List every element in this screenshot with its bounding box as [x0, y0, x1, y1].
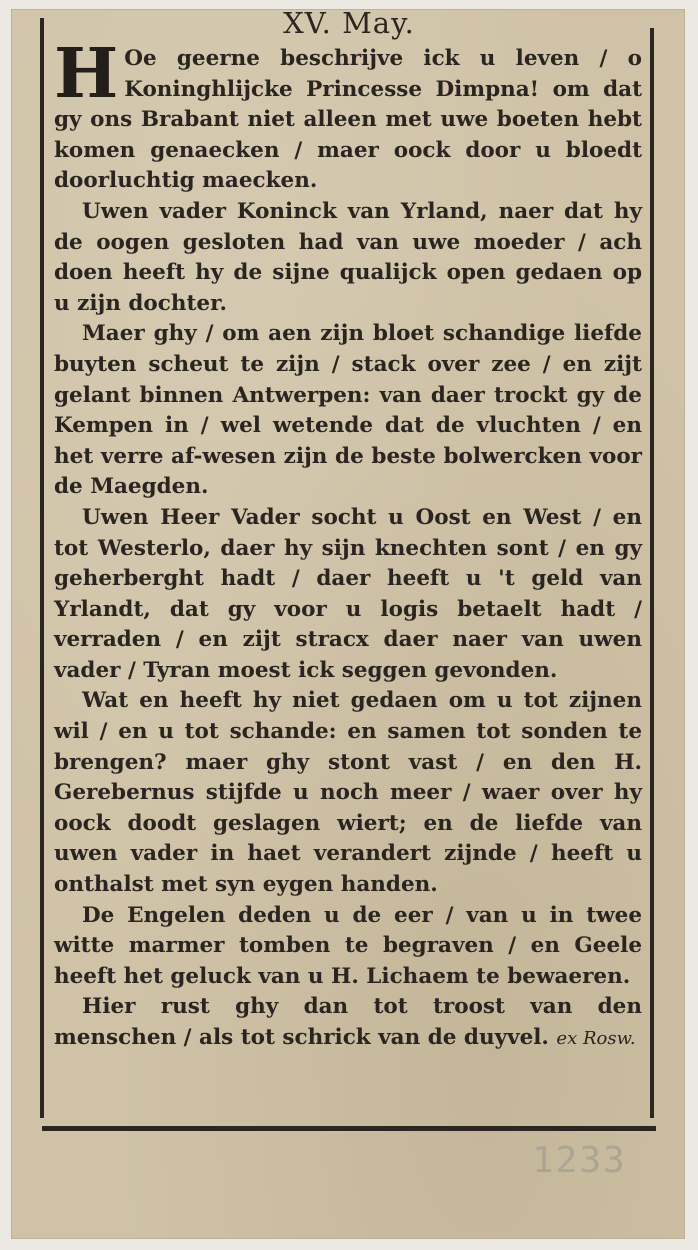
paragraph: Uwen vader Koninck van Yrland, naer dat hy de oogen gesloten had van uwe moeder / ach doen heeft hy de sijne qualijck open gedaen op u zijn dochter.	[54, 198, 642, 316]
paragraph: Wat en heeft hy niet gedaen om u tot zijnen wil / en u tot schande: en samen tot sonden te brengen? maer ghy stont vast / en den H. Gerebernus stijfde u noch meer / waer over hy oock doodt geslagen wiert; en de liefde van uwen vader in haet verandert zijnde / heeft u onthalst met syn eygen handen.	[54, 688, 642, 898]
paragraph: Maer ghy / om aen zijn bloet schandige liefde buyten scheut te zijn / stack over zee / en zijt gelant binnen Antwerpen: van daer trockt gy de Kempen in / wel wetende dat de vluchten / en het verre af-wesen zijn de beste bolwercken voor de Maegden.	[54, 321, 642, 500]
source-signature: ex Rosw.	[556, 1028, 636, 1049]
drop-cap: H	[54, 34, 119, 114]
paragraph: Uwen Heer Vader socht u Oost en West / en tot Westerlo, daer hy sijn knechten sont / en gy geherberght hadt / daer heeft u 't geld van Yrlandt, dat gy voor u logis betaelt hadt / verraden / en zijt stracx daer naer van uwen vader / Tyran moest ick seggen gevonden.	[54, 504, 642, 683]
page-heading: XV. May.	[283, 6, 415, 40]
left-border-rule	[40, 18, 44, 1118]
paragraph-text: Hier rust ghy dan tot troost van den menschen / als tot schrick van de duyvel.	[54, 994, 642, 1050]
catalog-stamp: 1233	[532, 1140, 627, 1181]
text-block	[54, 34, 642, 1055]
paragraph	[54, 34, 642, 197]
right-border-rule	[650, 28, 654, 1118]
paragraph-text: Oe geerne beschrijve ick u leven / o Koninghlijcke Princesse Dimpna! om dat gy ons Brabant niet alleen met uwe boeten hebt komen genaecken / maer oock door u bloedt doorluchtig maecken.	[54, 46, 642, 194]
bottom-border-rule	[42, 1126, 656, 1131]
paragraph	[54, 992, 642, 1054]
paragraph: De Engelen deden u de eer / van u in twee witte marmer tomben te begraven / en Geele heeft het geluck van u H. Lichaem te bewaeren.	[54, 902, 642, 989]
